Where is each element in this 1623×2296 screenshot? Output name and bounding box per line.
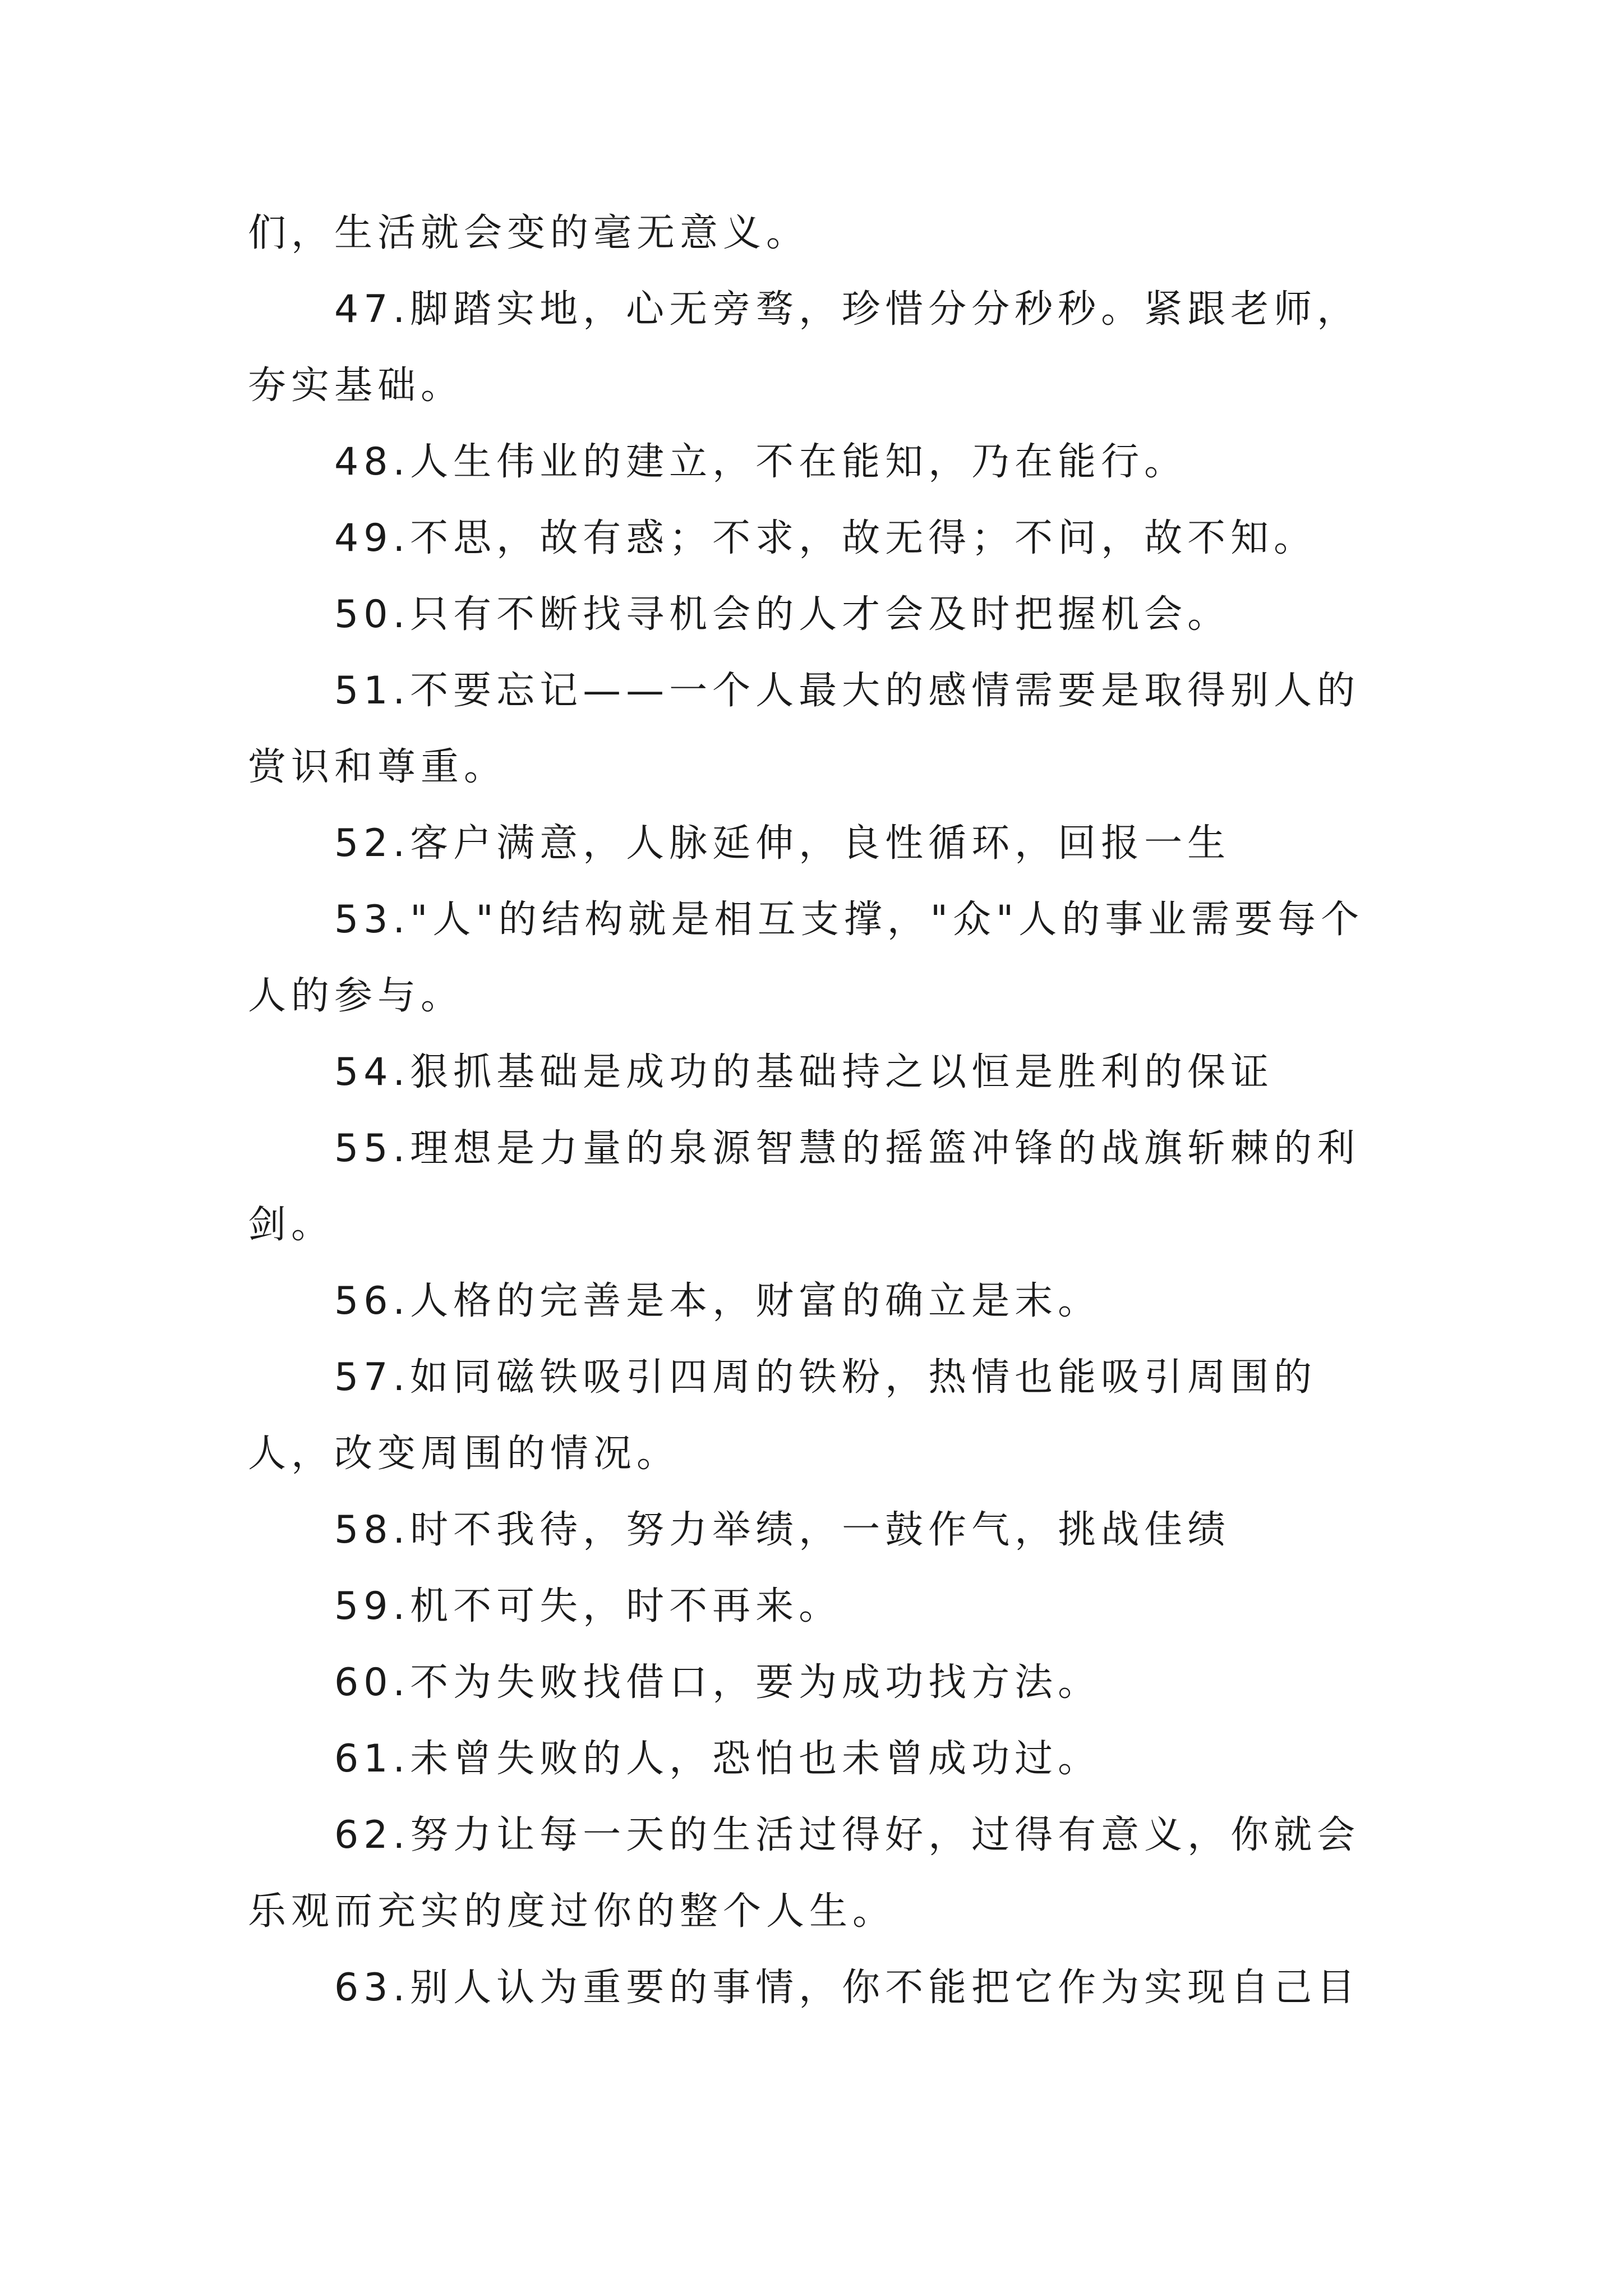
- paragraph-61: 61.未曾失败的人，恐怕也未曾成功过。: [334, 1737, 1101, 1781]
- paragraph-62: 62.努力让每一天的生活过得好，过得有意义，你就会乐观而充实的度过你的整个人生。: [248, 1813, 1361, 1934]
- paragraph-56: 56.人格的完善是本，财富的确立是末。: [334, 1279, 1101, 1323]
- paragraph-47: 47.脚踏实地，心无旁骛，珍惜分分秒秒。紧跟老师，夯实基础。: [248, 287, 1361, 408]
- paragraph-60: 60.不为失败找借口，要为成功找方法。: [334, 1660, 1101, 1705]
- paragraph-54: 54.狠抓基础是成功的基础持之以恒是胜利的保证: [334, 1050, 1274, 1094]
- paragraph-59: 59.机不可失，时不再来。: [334, 1584, 842, 1628]
- paragraph-51: 51.不要忘记——一个人最大的感情需要是取得别人的赏识和尊重。: [248, 669, 1361, 789]
- paragraph-52: 52.客户满意，人脉延伸，良性循环，回报一生: [334, 821, 1231, 866]
- paragraph-continuation: 们，生活就会变的毫无意义。: [248, 211, 810, 255]
- paragraph-63: 63.别人认为重要的事情，你不能把它作为实现自己目: [334, 1966, 1361, 2010]
- paragraph-53: 53."人"的结构就是相互支撑，"众"人的事业需要每个人的参与。: [248, 898, 1364, 1018]
- paragraph-50: 50.只有不断找寻机会的人才会及时把握机会。: [334, 592, 1231, 637]
- paragraph-48: 48.人生伟业的建立，不在能知，乃在能行。: [334, 440, 1188, 484]
- paragraph-57: 57.如同磁铁吸引四周的铁粉，热情也能吸引周围的人，改变周围的情况。: [248, 1355, 1317, 1476]
- paragraph-58: 58.时不我待，努力举绩，一鼓作气，挑战佳绩: [334, 1508, 1231, 1552]
- paragraph-55: 55.理想是力量的泉源智慧的摇篮冲锋的战旗斩棘的利剑。: [248, 1126, 1361, 1247]
- document-body: [248, 195, 1381, 2026]
- paragraph-49: 49.不思，故有惑；不求，故无得；不问，故不知。: [334, 516, 1317, 560]
